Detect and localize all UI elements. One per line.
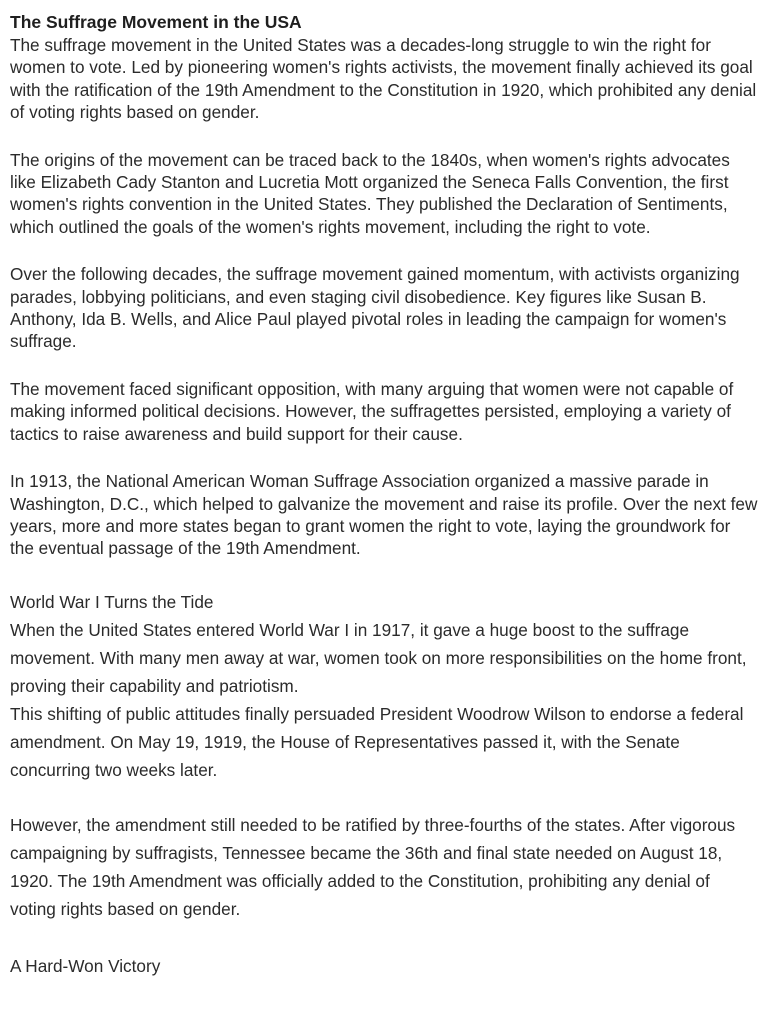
paragraph-spacer [10,238,758,263]
paragraph-intro: The suffrage movement in the United States was a decades-long struggle to win the right for women to vote. Led by pioneering women's rights activists, the movement finally achieved its goal with the ratification of the 19th Amendment to the Constitution in 1920, which prohibited any denial of voting rights based on gender. [10,35,757,123]
paragraph-ww1-boost: When the United States entered World War I in 1917, it gave a huge boost to the suffrage movement. With many men away at war, women took on more responsibilities on the home front, proving their capability and patriotism. [10,619,747,696]
article-title: The Suffrage Movement in the USA [10,12,302,32]
paragraph-spacer [10,784,758,811]
paragraph-momentum: Over the following decades, the suffrage movement gained momentum, with activists organizing parades, lobbying politicians, and even staging civil disobedience. Key figures like Susan B. Anthony, Ida B. Wells, and Alice Paul played pivotal roles in leading the campaign for women's suffrage. [10,264,740,352]
section-heading-victory: A Hard-Won Victory [10,955,161,976]
paragraph-ww1-wilson: This shifting of public attitudes finally persuaded President Woodrow Wilson to endorse a federal amendment. On May 19, 1919, the House of Representatives passed it, with the Senate concurring two weeks later. [10,703,744,780]
paragraph-spacer [10,923,758,950]
paragraph-spacer [10,445,758,470]
paragraph-spacer [10,560,758,586]
paragraph-origins: The origins of the movement can be traced back to the 1840s, when women's rights advocates like Elizabeth Cady Stanton and Lucretia Mott organized the Seneca Falls Convention, the first women's rights convention in the United States. They published the Declaration of Sentiments, which outlined the goals of the women's rights movement, including the right to vote. [10,149,730,237]
paragraph-ratification: However, the amendment still needed to be ratified by three-fourths of the states. After vigorous campaigning by suffragists, Tennessee became the 36th and final state needed on August 18, 1920. The 19th Amendment was officially added to the Constitution, prohibiting any denial of voting rights based on gender. [10,814,736,919]
paragraph-opposition: The movement faced significant opposition, with many arguing that women were not capable of making informed political decisions. However, the suffragettes persisted, employing a variety of tactics to raise awareness and build support for their cause. [10,378,734,444]
paragraph-spacer [10,124,758,149]
paragraph-1913-parade: In 1913, the National American Woman Suffrage Association organized a massive parade in Washington, D.C., which helped to galvanize the movement and raise its profile. Over the next few years, more and more states began to grant women the right to vote, laying the groundwork for the eventual passage of the 19th Amendment. [10,471,758,559]
paragraph-spacer [10,353,758,378]
section-heading-ww1: World War I Turns the Tide [10,591,214,612]
